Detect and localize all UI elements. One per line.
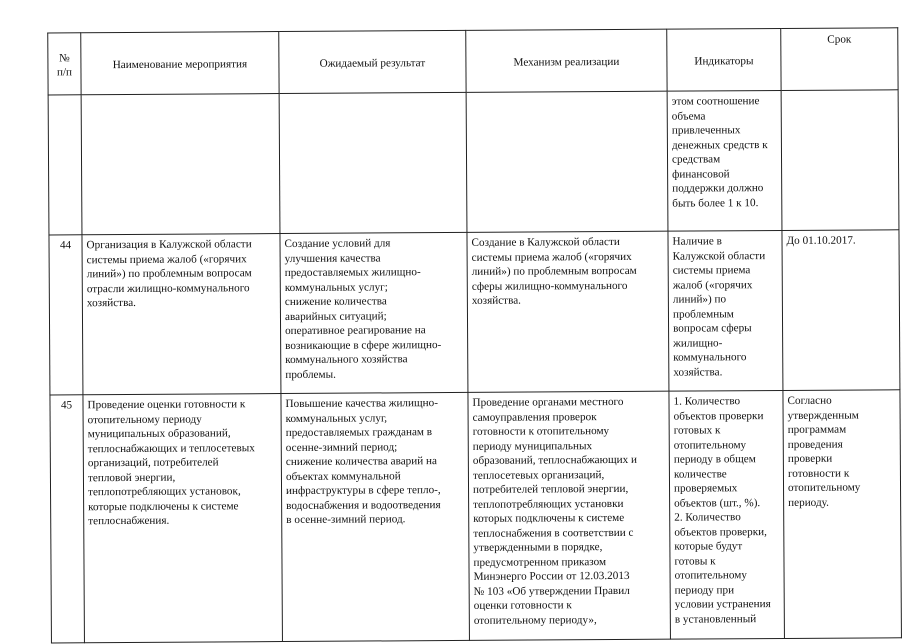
row-indicators: Наличие в Калужской области системы приема жалоб («горячих линий») по проблемным вопросам сферы жилищно- коммунального хозяйства. [668,230,783,391]
table-row [49,230,900,395]
row-name: Организация в Калужской области системы приема жалоб («горячих линий») по проблемным вопросам отрасли жилищно-коммунального хозяйства. [82,234,281,395]
row-num: 44 [49,235,83,395]
header-name: Наименование мероприятия [81,32,279,95]
row-indicators: 1. Количество объектов проверки готовых к отопительному периоду в общем количестве проверяемых объектов (шт., %). 2. Количество объектов проверки, которые будут готовы к отопительному периоду при условии устранения в установленный [669,390,785,639]
row-indicators: этом соотношение объема привлеченных денежных средств к средствам финансовой поддержки должно быть более 1 к 10. [667,90,782,231]
row-name: Проведение оценки готовности к отопительному периоду муниципальных образований, теплоснабжающих и теплосетевых организаций, потребителей тепловой энергии, теплопотребляющих установок, которые подключены к системе теплоснабжения. [83,394,283,643]
row-num: 45 [50,395,85,643]
header-row [48,28,898,95]
table-row [50,390,901,643]
row-deadline: До 01.10.2017. [782,230,900,391]
row-name [81,94,280,235]
row-result: Повышение качества жилищно- коммунальных услуг, предоставляемых гражданам в осенне-зимний период; снижение количества аварий на объектах коммунальной инфраструктуры в сфере тепло-, водоснабжения и водоотведения в осенне-зимний период. [281,392,470,641]
row-mechanism: Создание в Калужской области системы приема жалоб («горячих линий») по проблемным вопросам сферы жилищно-коммунального хозяйства. [467,231,669,392]
row-result: Создание условий для улучшения качества предоставляемых жилищно- коммунальных услуг; снижение количества аварийных ситуаций; оперативное реагирование на возникающие в сфере жилищно- коммунального хозяйства проблемы. [280,232,468,393]
table-row [48,90,899,235]
header-deadline: Срок [781,28,898,91]
row-deadline: Согласно утвержденным программам проведения проверки готовности к отопительному периоду. [783,390,902,639]
header-num: № п/п [48,33,81,95]
row-num [48,95,82,235]
row-mechanism [466,91,668,232]
row-deadline [781,90,899,231]
header-indicators: Индикаторы [667,28,781,91]
row-mechanism: Проведение органами местного самоуправления проверок готовности к отопительному периоду муниципальных образований, теплоснабжающих и теплосетевых организаций, потребителей тепловой энергии, теплопотребляющих установки которых подключены к системе теплоснабжения в соответствии с утвержденными в порядке, предусмотренном приказом Минэнерго России от 12.03.2013 № 103 «Об утверждении Правил оценки готовности к отопительному периоду», [468,391,671,640]
plan-table [47,27,902,643]
header-mechanism: Механизм реализации [466,29,667,92]
header-result: Ожидаемый результат [279,30,466,93]
row-result [279,92,467,233]
